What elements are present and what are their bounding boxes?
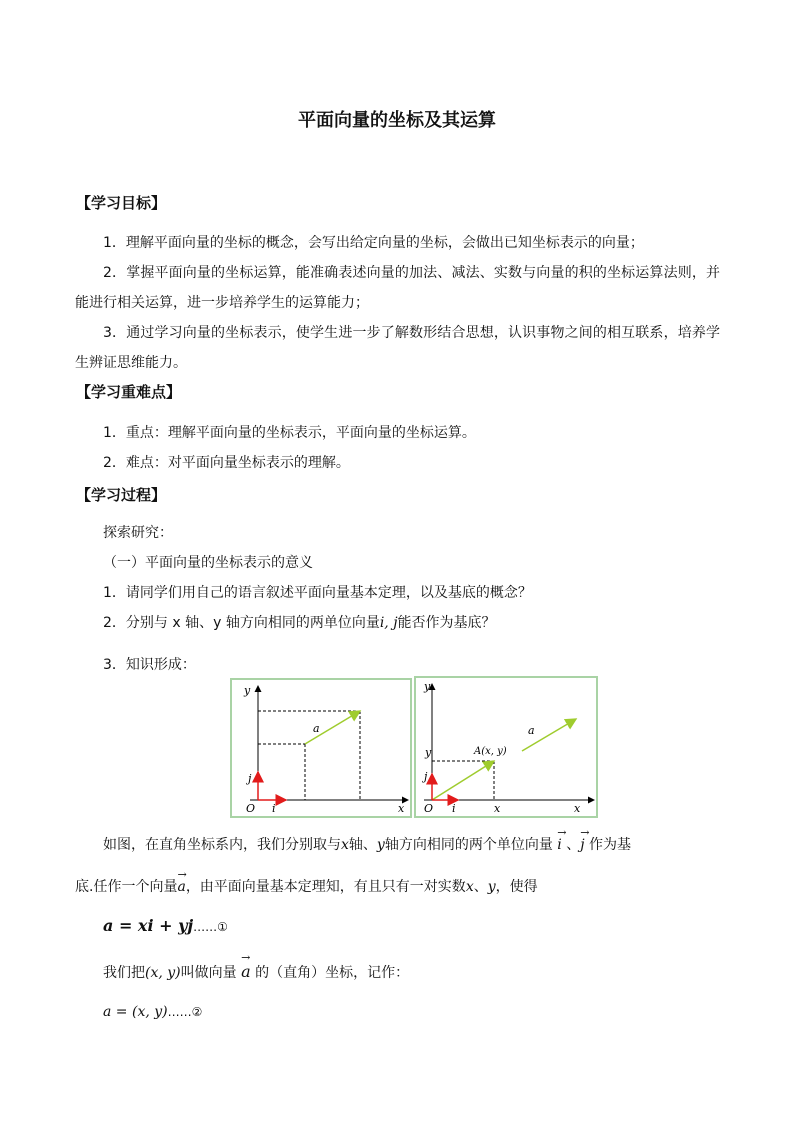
coordinate-pair: (x, y) <box>145 965 181 981</box>
key-point-1: 1．重点：理解平面向量的坐标表示，平面向量的坐标运算。 <box>103 425 476 441</box>
page-title: 平面向量的坐标及其运算 <box>298 110 496 131</box>
unit-vectors-ij: i, j <box>379 615 398 631</box>
vector-i: → i <box>557 837 561 853</box>
origin-label: O <box>246 802 256 815</box>
question-1: 1．请同学们用自己的语言叙述平面向量基本定理，以及基底的概念？ <box>103 585 532 601</box>
tick-x-label: x <box>494 802 501 815</box>
text: ，由平面向量基本定理知，有且只有一对实数 <box>185 879 466 895</box>
equation-1 <box>103 916 228 935</box>
figure-right <box>414 676 598 818</box>
equation-1-tag: ……① <box>193 920 228 934</box>
key-point-2: 2．难点：对平面向量坐标表示的理解。 <box>103 455 350 471</box>
tick-y-label: y <box>425 746 432 759</box>
y-axis-label: y <box>244 684 251 697</box>
text: 如图，在直角坐标系内，我们分别取与 <box>103 837 341 853</box>
text: 轴方向相同的两个单位向量 <box>384 837 553 853</box>
vector-a-label: a <box>528 724 535 737</box>
objective-2: 2．掌握平面向量的坐标运算，能准确表述向量的加法、减法、实数与向量的积的坐标运算法则，并能进行相关运算，进一步培养学生的运算能力； <box>75 265 720 311</box>
equation-2-tag: ……② <box>167 1005 203 1019</box>
text: ，使得 <box>495 879 538 895</box>
objective-1: 1．理解平面向量的坐标的概念，会写出给定向量的坐标，会做出已知坐标表示的向量； <box>103 235 644 251</box>
explore-label: 探索研究： <box>103 525 173 541</box>
text: 的（直角）坐标，记作： <box>255 965 410 981</box>
x-axis-label: x <box>398 802 405 815</box>
section-objectives: 【学习目标】 <box>76 194 167 212</box>
var-x: x <box>341 837 349 853</box>
unit-vector-j-label: j <box>424 770 428 783</box>
origin-label: O <box>424 802 434 815</box>
point-a-label: A(x, y) <box>474 746 507 757</box>
equation-2-expr: a = (x, y) <box>103 1004 168 1020</box>
text: 作为基 <box>589 837 632 853</box>
text: 、 <box>473 879 488 895</box>
unit-vector-j-label: j <box>248 772 252 785</box>
body-paragraph-1 <box>103 834 631 854</box>
text: 、 <box>566 837 581 853</box>
section-key-points: 【学习重难点】 <box>76 383 182 401</box>
question-2-text-b: 能否作为基底？ <box>397 615 496 631</box>
subheading-coordinates: （一）平面向量的坐标表示的意义 <box>103 555 313 571</box>
equation-2 <box>103 1004 202 1020</box>
var-y: y <box>487 879 496 895</box>
unit-vector-i-label: i <box>452 802 456 815</box>
question-2-text-a: 2．分别与 x 轴、y 轴方向相同的两单位向量 <box>103 615 380 631</box>
unit-vector-i-label: i <box>272 802 276 815</box>
text: 轴、 <box>348 837 377 853</box>
x-axis-label: x <box>574 802 581 815</box>
equation-1-expr: a = xi + yj <box>103 916 194 935</box>
vector-a: → a <box>241 962 251 981</box>
var-x: x <box>465 879 474 895</box>
y-axis-label: y <box>424 680 431 693</box>
text: 底.任作一个向量 <box>75 879 178 895</box>
objective-3: 3．通过学习向量的坐标表示，使学生进一步了解数形结合思想，认识事物之间的相互联系，培养学生辨证思维能力。 <box>75 325 720 371</box>
vector-a: → a <box>177 879 185 895</box>
question-2 <box>103 612 496 632</box>
body-paragraph-2 <box>75 876 538 896</box>
var-y: y <box>376 837 385 853</box>
vector-a-label: a <box>313 722 320 735</box>
section-process: 【学习过程】 <box>76 486 167 504</box>
knowledge-formation: 3．知识形成： <box>103 657 196 673</box>
figure-left <box>230 678 412 818</box>
text: 我们把 <box>103 965 145 981</box>
vector-j: → j <box>580 837 584 853</box>
text: 叫做向量 <box>180 965 237 981</box>
body-paragraph-3 <box>103 962 409 982</box>
